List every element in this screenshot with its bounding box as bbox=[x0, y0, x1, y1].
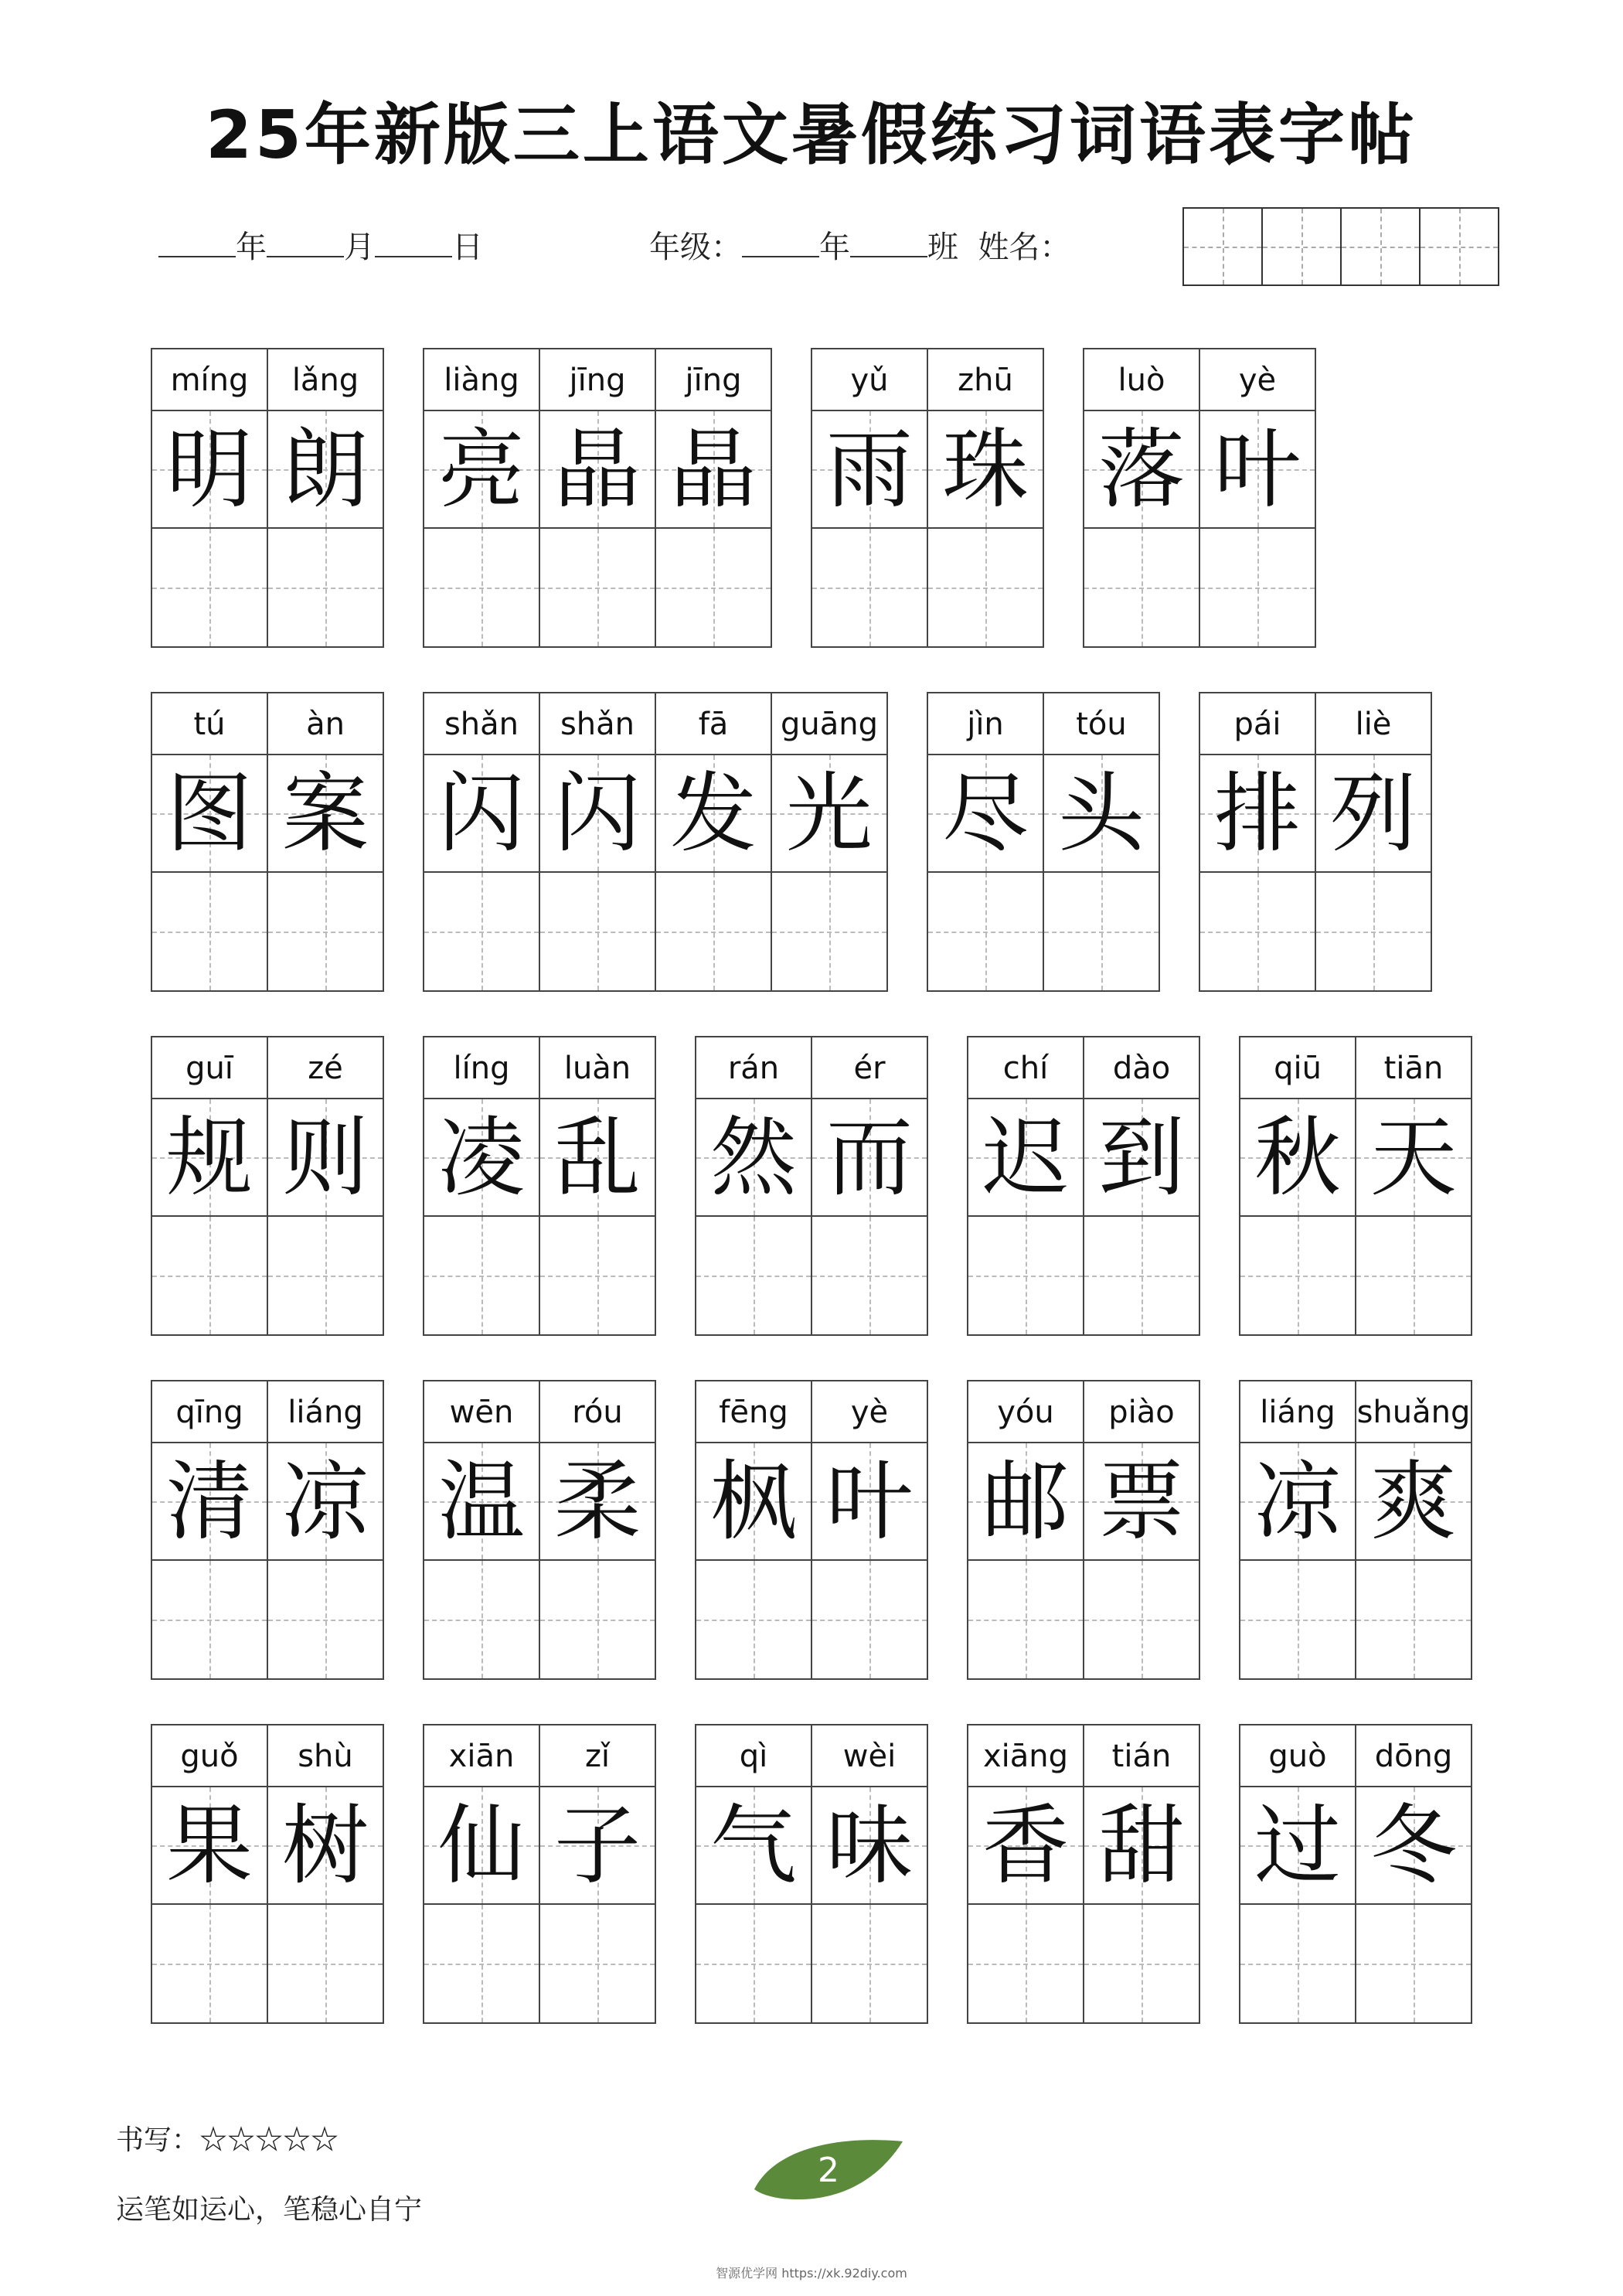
char-cell bbox=[695, 1724, 812, 2024]
char-cell bbox=[655, 692, 772, 992]
pinyin-label: guǒ bbox=[152, 1725, 267, 1787]
pinyin-label: tóu bbox=[1044, 693, 1159, 755]
word-group bbox=[423, 692, 888, 992]
hanzi-character: 味 bbox=[826, 1796, 913, 1896]
hanzi-character: 珠 bbox=[942, 420, 1029, 520]
name-cell[interactable] bbox=[1340, 209, 1419, 284]
pinyin-label: fēng bbox=[696, 1381, 811, 1443]
pinyin-label: wēn bbox=[424, 1381, 539, 1443]
char-cell bbox=[1355, 1380, 1472, 1680]
model-square bbox=[1084, 1787, 1199, 1905]
practice-square[interactable] bbox=[1240, 1905, 1355, 2022]
grade-label: 年级： bbox=[649, 230, 742, 265]
word-group bbox=[423, 1724, 656, 2024]
char-cell bbox=[151, 1724, 268, 2024]
model-square bbox=[1356, 1443, 1471, 1561]
hanzi-character: 柔 bbox=[554, 1452, 641, 1552]
hanzi-character: 清 bbox=[166, 1452, 253, 1552]
hanzi-character: 凉 bbox=[1254, 1452, 1341, 1552]
practice-square[interactable] bbox=[152, 1905, 267, 2022]
char-cell bbox=[151, 692, 268, 992]
name-label: 姓名： bbox=[978, 230, 1071, 265]
pinyin-label: qiū bbox=[1240, 1037, 1355, 1099]
hanzi-character: 气 bbox=[710, 1796, 797, 1896]
model-square bbox=[696, 1443, 811, 1561]
char-cell bbox=[267, 348, 384, 648]
model-square bbox=[928, 755, 1043, 873]
practice-square[interactable] bbox=[968, 1905, 1083, 2022]
practice-square[interactable] bbox=[540, 1217, 655, 1334]
practice-square[interactable] bbox=[1044, 873, 1159, 990]
practice-square[interactable] bbox=[152, 1561, 267, 1678]
practice-square[interactable] bbox=[1084, 1217, 1199, 1334]
hanzi-character: 邮 bbox=[982, 1452, 1069, 1552]
model-square bbox=[540, 1787, 655, 1905]
model-square bbox=[968, 1787, 1083, 1905]
model-square bbox=[1240, 1099, 1355, 1217]
pinyin-label: shǎn bbox=[424, 693, 539, 755]
char-cell bbox=[423, 348, 540, 648]
word-group bbox=[1239, 1380, 1472, 1680]
practice-square[interactable] bbox=[812, 1561, 927, 1678]
pinyin-label: qì bbox=[696, 1725, 811, 1787]
char-cell bbox=[1083, 1724, 1200, 2024]
practice-square[interactable] bbox=[540, 529, 655, 646]
hanzi-character: 头 bbox=[1058, 764, 1145, 864]
rating-line: 书写：☆☆☆☆☆ bbox=[116, 2124, 339, 2156]
pinyin-label: guī bbox=[152, 1037, 267, 1099]
pinyin-label: fā bbox=[656, 693, 771, 755]
model-square bbox=[152, 755, 267, 873]
practice-square[interactable] bbox=[424, 873, 539, 990]
practice-square[interactable] bbox=[1200, 873, 1315, 990]
hanzi-character: 秋 bbox=[1254, 1108, 1341, 1208]
model-square bbox=[812, 411, 927, 529]
pinyin-label: shuǎng bbox=[1356, 1381, 1471, 1443]
pinyin-label: pái bbox=[1200, 693, 1315, 755]
grade-year-unit: 年 bbox=[819, 230, 850, 265]
char-cell bbox=[771, 692, 888, 992]
char-cell bbox=[423, 1036, 540, 1336]
practice-square[interactable] bbox=[1356, 1217, 1471, 1334]
char-cell bbox=[1083, 1036, 1200, 1336]
char-cell bbox=[151, 1380, 268, 1680]
page-title: 25年新版三上语文暑假练习词语表字帖 bbox=[206, 97, 1417, 174]
day-label: 日 bbox=[452, 230, 483, 265]
char-cell bbox=[1239, 1036, 1356, 1336]
model-square bbox=[1240, 1443, 1355, 1561]
pinyin-label: rán bbox=[696, 1037, 811, 1099]
char-cell bbox=[151, 1036, 268, 1336]
page-number: 2 bbox=[818, 2151, 839, 2190]
word-group bbox=[927, 692, 1160, 992]
char-cell bbox=[811, 1036, 928, 1336]
model-square bbox=[928, 411, 1043, 529]
practice-square[interactable] bbox=[696, 1217, 811, 1334]
practice-square[interactable] bbox=[1240, 1561, 1355, 1678]
model-square bbox=[812, 1099, 927, 1217]
hanzi-character: 雨 bbox=[826, 420, 913, 520]
pinyin-label: róu bbox=[540, 1381, 655, 1443]
pinyin-label: yè bbox=[812, 1381, 927, 1443]
char-cell bbox=[539, 1724, 656, 2024]
month-blank[interactable] bbox=[267, 222, 344, 257]
pinyin-label: chí bbox=[968, 1037, 1083, 1099]
practice-square[interactable] bbox=[424, 1561, 539, 1678]
pinyin-label: míng bbox=[152, 349, 267, 411]
practice-square[interactable] bbox=[968, 1561, 1083, 1678]
model-square bbox=[1356, 1099, 1471, 1217]
char-cell bbox=[811, 348, 928, 648]
pinyin-label: zhū bbox=[928, 349, 1043, 411]
model-square bbox=[424, 1443, 539, 1561]
word-group bbox=[1083, 348, 1316, 648]
practice-square[interactable] bbox=[152, 529, 267, 646]
hanzi-character: 凌 bbox=[438, 1108, 525, 1208]
char-cell bbox=[267, 1724, 384, 2024]
word-group bbox=[967, 1380, 1200, 1680]
pinyin-label: liáng bbox=[1240, 1381, 1355, 1443]
word-group bbox=[1239, 1036, 1472, 1336]
class-blank[interactable] bbox=[850, 222, 927, 257]
hanzi-character: 晶 bbox=[670, 420, 757, 520]
hanzi-character: 果 bbox=[166, 1796, 253, 1896]
char-cell bbox=[811, 1380, 928, 1680]
year-label: 年 bbox=[236, 230, 267, 265]
char-cell bbox=[1355, 1724, 1472, 2024]
model-square bbox=[696, 1787, 811, 1905]
hanzi-character: 甜 bbox=[1098, 1796, 1185, 1896]
model-square bbox=[424, 1099, 539, 1217]
model-square bbox=[1044, 755, 1159, 873]
hanzi-character: 明 bbox=[166, 420, 253, 520]
model-square bbox=[772, 755, 886, 873]
practice-square[interactable] bbox=[696, 1561, 811, 1678]
char-cell bbox=[967, 1724, 1084, 2024]
pinyin-label: líng bbox=[424, 1037, 539, 1099]
practice-square[interactable] bbox=[1356, 1905, 1471, 2022]
name-cell[interactable] bbox=[1184, 209, 1261, 284]
pinyin-label: jīng bbox=[656, 349, 771, 411]
word-group bbox=[695, 1036, 928, 1336]
char-cell bbox=[655, 348, 772, 648]
name-cell[interactable] bbox=[1261, 209, 1340, 284]
month-label: 月 bbox=[344, 230, 375, 265]
word-group bbox=[695, 1724, 928, 2024]
motto: 运笔如运心，笔稳心自宁 bbox=[116, 2194, 423, 2226]
char-cell bbox=[967, 1036, 1084, 1336]
model-square bbox=[424, 755, 539, 873]
practice-square[interactable] bbox=[1240, 1217, 1355, 1334]
char-cell bbox=[267, 1380, 384, 1680]
practice-square[interactable] bbox=[152, 873, 267, 990]
model-square bbox=[1240, 1787, 1355, 1905]
model-square bbox=[540, 1099, 655, 1217]
practice-square[interactable] bbox=[1200, 529, 1315, 646]
word-group bbox=[151, 692, 384, 992]
practice-square[interactable] bbox=[772, 873, 886, 990]
word-group bbox=[151, 1036, 384, 1336]
hanzi-character: 迟 bbox=[982, 1108, 1069, 1208]
date-line bbox=[158, 220, 483, 274]
practice-square[interactable] bbox=[540, 1561, 655, 1678]
char-cell bbox=[267, 692, 384, 992]
practice-square[interactable] bbox=[968, 1217, 1083, 1334]
day-blank[interactable] bbox=[375, 222, 452, 257]
hanzi-character: 冬 bbox=[1370, 1796, 1457, 1896]
model-square bbox=[268, 1787, 383, 1905]
practice-square[interactable] bbox=[268, 873, 383, 990]
char-cell bbox=[967, 1380, 1084, 1680]
practice-square[interactable] bbox=[812, 1905, 927, 2022]
model-square bbox=[152, 1099, 267, 1217]
char-cell bbox=[811, 1724, 928, 2024]
word-group bbox=[1239, 1724, 1472, 2024]
practice-square[interactable] bbox=[540, 873, 655, 990]
hanzi-character: 树 bbox=[282, 1796, 369, 1896]
hanzi-character: 香 bbox=[982, 1796, 1069, 1896]
model-square bbox=[152, 411, 267, 529]
pinyin-label: dào bbox=[1084, 1037, 1199, 1099]
model-square bbox=[1356, 1787, 1471, 1905]
char-cell bbox=[695, 1036, 812, 1336]
hanzi-character: 过 bbox=[1254, 1796, 1341, 1896]
model-square bbox=[540, 411, 655, 529]
model-square bbox=[1200, 755, 1315, 873]
hanzi-character: 图 bbox=[166, 764, 253, 864]
pinyin-label: shǎn bbox=[540, 693, 655, 755]
practice-square[interactable] bbox=[268, 1561, 383, 1678]
hanzi-character: 枫 bbox=[710, 1452, 797, 1552]
hanzi-character: 晶 bbox=[554, 420, 641, 520]
pinyin-label: xiān bbox=[424, 1725, 539, 1787]
char-cell bbox=[423, 1724, 540, 2024]
hanzi-character: 尽 bbox=[942, 764, 1029, 864]
model-square bbox=[540, 755, 655, 873]
pinyin-label: qīng bbox=[152, 1381, 267, 1443]
char-cell bbox=[695, 1380, 812, 1680]
practice-square[interactable] bbox=[656, 529, 771, 646]
char-cell bbox=[1199, 348, 1316, 648]
hanzi-character: 然 bbox=[710, 1108, 797, 1208]
model-square bbox=[1084, 1099, 1199, 1217]
word-group bbox=[695, 1380, 928, 1680]
hanzi-character: 子 bbox=[554, 1796, 641, 1896]
name-grid[interactable] bbox=[1182, 207, 1499, 286]
practice-square[interactable] bbox=[424, 1217, 539, 1334]
name-cell[interactable] bbox=[1419, 209, 1498, 284]
model-square bbox=[540, 1443, 655, 1561]
hanzi-character: 案 bbox=[282, 764, 369, 864]
pinyin-label: ér bbox=[812, 1037, 927, 1099]
pinyin-label: liè bbox=[1316, 693, 1431, 755]
pinyin-label: tiān bbox=[1356, 1037, 1471, 1099]
pinyin-label: piào bbox=[1084, 1381, 1199, 1443]
char-cell bbox=[423, 692, 540, 992]
practice-square[interactable] bbox=[268, 1217, 383, 1334]
hanzi-character: 叶 bbox=[1214, 420, 1301, 520]
hanzi-character: 闪 bbox=[438, 764, 525, 864]
hanzi-character: 到 bbox=[1098, 1108, 1185, 1208]
pinyin-label: àn bbox=[268, 693, 383, 755]
pinyin-label: jìn bbox=[928, 693, 1043, 755]
char-cell bbox=[1239, 1724, 1356, 2024]
pinyin-label: yǔ bbox=[812, 349, 927, 411]
source-credit: 智源优学网 https://xk.92diy.com bbox=[716, 2266, 907, 2281]
hanzi-character: 而 bbox=[826, 1108, 913, 1208]
model-square bbox=[1200, 411, 1315, 529]
model-square bbox=[696, 1099, 811, 1217]
model-square bbox=[268, 1099, 383, 1217]
model-square bbox=[968, 1443, 1083, 1561]
char-cell bbox=[1315, 692, 1432, 992]
hanzi-character: 乱 bbox=[554, 1108, 641, 1208]
char-cell bbox=[927, 348, 1044, 648]
practice-square[interactable] bbox=[540, 1905, 655, 2022]
model-square bbox=[424, 1787, 539, 1905]
char-cell bbox=[1043, 692, 1160, 992]
hanzi-character: 票 bbox=[1098, 1452, 1185, 1552]
pinyin-label: jīng bbox=[540, 349, 655, 411]
word-group bbox=[1199, 692, 1432, 992]
practice-square[interactable] bbox=[424, 1905, 539, 2022]
hanzi-character: 温 bbox=[438, 1452, 525, 1552]
model-square bbox=[152, 1443, 267, 1561]
pinyin-label: dōng bbox=[1356, 1725, 1471, 1787]
model-square bbox=[152, 1787, 267, 1905]
practice-square[interactable] bbox=[812, 1217, 927, 1334]
char-cell bbox=[539, 348, 656, 648]
practice-square[interactable] bbox=[1084, 1561, 1199, 1678]
word-group bbox=[967, 1036, 1200, 1336]
model-square bbox=[268, 755, 383, 873]
word-group bbox=[151, 1380, 384, 1680]
char-cell bbox=[539, 692, 656, 992]
practice-square[interactable] bbox=[1084, 529, 1199, 646]
hanzi-character: 发 bbox=[670, 764, 757, 864]
pinyin-label: shù bbox=[268, 1725, 383, 1787]
practice-square[interactable] bbox=[268, 529, 383, 646]
hanzi-character: 规 bbox=[166, 1108, 253, 1208]
pinyin-label: tián bbox=[1084, 1725, 1199, 1787]
model-square bbox=[1084, 411, 1199, 529]
hanzi-character: 叶 bbox=[826, 1452, 913, 1552]
hanzi-character: 凉 bbox=[282, 1452, 369, 1552]
hanzi-character: 则 bbox=[282, 1108, 369, 1208]
class-unit: 班 bbox=[927, 230, 958, 265]
hanzi-character: 光 bbox=[786, 764, 873, 864]
grade-year-blank[interactable] bbox=[742, 222, 819, 257]
model-square bbox=[424, 411, 539, 529]
char-cell bbox=[1199, 692, 1316, 992]
hanzi-character: 天 bbox=[1370, 1108, 1457, 1208]
hanzi-character: 仙 bbox=[438, 1796, 525, 1896]
char-cell bbox=[539, 1036, 656, 1336]
model-square bbox=[968, 1099, 1083, 1217]
pinyin-label: xiāng bbox=[968, 1725, 1083, 1787]
char-cell bbox=[1239, 1380, 1356, 1680]
leaf-page-badge bbox=[751, 2135, 906, 2205]
model-square bbox=[268, 411, 383, 529]
pinyin-label: zǐ bbox=[540, 1725, 655, 1787]
pinyin-label: yè bbox=[1200, 349, 1315, 411]
word-group bbox=[423, 1380, 656, 1680]
word-group bbox=[151, 348, 384, 648]
hanzi-character: 爽 bbox=[1370, 1452, 1457, 1552]
pinyin-label: wèi bbox=[812, 1725, 927, 1787]
model-square bbox=[812, 1787, 927, 1905]
hanzi-character: 落 bbox=[1098, 420, 1185, 520]
practice-square[interactable] bbox=[928, 873, 1043, 990]
word-group bbox=[151, 1724, 384, 2024]
pinyin-label: lǎng bbox=[268, 349, 383, 411]
hanzi-character: 排 bbox=[1214, 764, 1301, 864]
model-square bbox=[812, 1443, 927, 1561]
pinyin-label: guāng bbox=[772, 693, 886, 755]
char-cell bbox=[927, 692, 1044, 992]
practice-square[interactable] bbox=[1316, 873, 1431, 990]
pinyin-label: luàn bbox=[540, 1037, 655, 1099]
practice-square[interactable] bbox=[928, 529, 1043, 646]
char-cell bbox=[1355, 1036, 1472, 1336]
word-group bbox=[967, 1724, 1200, 2024]
pinyin-label: yóu bbox=[968, 1381, 1083, 1443]
char-cell bbox=[1083, 348, 1200, 648]
hanzi-character: 朗 bbox=[282, 420, 369, 520]
practice-square[interactable] bbox=[268, 1905, 383, 2022]
word-group bbox=[811, 348, 1044, 648]
model-square bbox=[1316, 755, 1431, 873]
pinyin-label: luò bbox=[1084, 349, 1199, 411]
practice-square[interactable] bbox=[1084, 1905, 1199, 2022]
practice-square[interactable] bbox=[424, 529, 539, 646]
model-square bbox=[656, 755, 771, 873]
hanzi-character: 列 bbox=[1330, 764, 1417, 864]
practice-square[interactable] bbox=[696, 1905, 811, 2022]
pinyin-label: zé bbox=[268, 1037, 383, 1099]
model-square bbox=[656, 411, 771, 529]
grade-line bbox=[649, 220, 1070, 274]
hanzi-character: 亮 bbox=[438, 420, 525, 520]
practice-square[interactable] bbox=[812, 529, 927, 646]
practice-square[interactable] bbox=[152, 1217, 267, 1334]
char-cell bbox=[151, 348, 268, 648]
hanzi-character: 闪 bbox=[554, 764, 641, 864]
pinyin-label: tú bbox=[152, 693, 267, 755]
pinyin-label: guò bbox=[1240, 1725, 1355, 1787]
pinyin-label: liáng bbox=[268, 1381, 383, 1443]
practice-square[interactable] bbox=[1356, 1561, 1471, 1678]
char-cell bbox=[267, 1036, 384, 1336]
char-cell bbox=[1083, 1380, 1200, 1680]
char-cell bbox=[423, 1380, 540, 1680]
word-group bbox=[423, 1036, 656, 1336]
model-square bbox=[1084, 1443, 1199, 1561]
pinyin-label: liàng bbox=[424, 349, 539, 411]
word-group bbox=[423, 348, 772, 648]
year-blank[interactable] bbox=[158, 222, 236, 257]
char-cell bbox=[539, 1380, 656, 1680]
model-square bbox=[268, 1443, 383, 1561]
practice-square[interactable] bbox=[656, 873, 771, 990]
